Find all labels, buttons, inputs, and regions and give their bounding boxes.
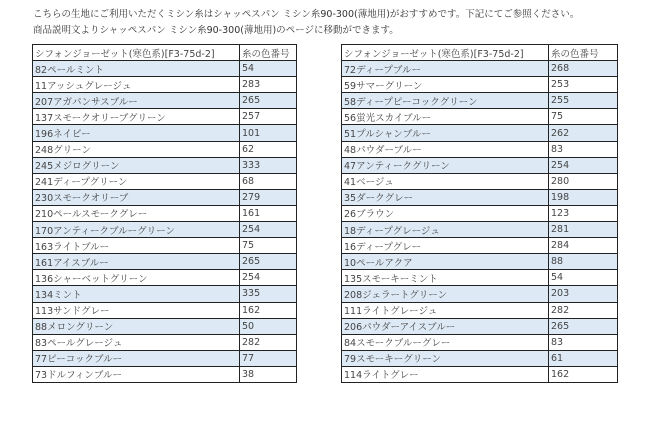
fabric-color: 26ブラウン	[342, 205, 549, 221]
fabric-color: 196ネイビー	[33, 125, 240, 141]
header-thread-number: 糸の色番号	[549, 45, 618, 61]
table-row	[342, 254, 618, 270]
header-fabric: シフォンジョーゼット(寒色系)[F3-75d-2]	[33, 45, 240, 61]
fabric-color: 248グリーン	[33, 141, 240, 157]
thread-number: 268	[549, 61, 618, 77]
table-row	[33, 61, 297, 77]
table-row	[342, 238, 618, 254]
thread-number: 88	[549, 254, 618, 270]
thread-number: 75	[549, 109, 618, 125]
table-row	[342, 318, 618, 334]
thread-number: 203	[549, 286, 618, 302]
thread-number: 162	[240, 302, 297, 318]
fabric-color: 84スモークブルーグレー	[342, 334, 549, 350]
table-row	[342, 302, 618, 318]
thread-number: 335	[240, 286, 297, 302]
table-row	[33, 205, 297, 221]
table-row	[33, 238, 297, 254]
table-row	[33, 141, 297, 157]
thread-number: 262	[549, 125, 618, 141]
fabric-color: 35ダークグレー	[342, 189, 549, 205]
table-row	[342, 222, 618, 238]
thread-number: 83	[549, 334, 618, 350]
fabric-color: 111ライトグレージュ	[342, 302, 549, 318]
thread-number: 162	[549, 366, 618, 382]
table-row	[342, 189, 618, 205]
table-row	[342, 141, 618, 157]
thread-number: 61	[549, 350, 618, 366]
table-row	[33, 93, 297, 109]
table-row	[342, 93, 618, 109]
table-row	[33, 270, 297, 286]
table-row	[342, 125, 618, 141]
table-row	[342, 205, 618, 221]
fabric-color: 56蛍光スカイブルー	[342, 109, 549, 125]
table-row	[342, 350, 618, 366]
thread-number: 281	[549, 222, 618, 238]
fabric-color: 79スモーキーグリーン	[342, 350, 549, 366]
fabric-color: 77ピーコックブルー	[33, 350, 240, 366]
fabric-color: 83ペールグレージュ	[33, 334, 240, 350]
fabric-color: 136シャーベットグリーン	[33, 270, 240, 286]
table-header-row	[33, 45, 297, 61]
fabric-color: 210ペールスモークグレー	[33, 205, 240, 221]
intro-text	[33, 7, 579, 39]
thread-number: 283	[240, 77, 297, 93]
fabric-color: 170アンティークブルーグリーン	[33, 222, 240, 238]
fabric-color: 134ミント	[33, 286, 240, 302]
intro-line: 商品説明文よりシャッペスパン ミシン糸90-300(薄地用)のページに移動ができます。	[33, 25, 399, 36]
table-header-row	[342, 45, 618, 61]
thread-number: 265	[240, 93, 297, 109]
table-row	[33, 222, 297, 238]
table-row	[342, 109, 618, 125]
thread-number: 280	[549, 173, 618, 189]
fabric-color: 163ライトブルー	[33, 238, 240, 254]
fabric-color: 137スモークオリーブグリーン	[33, 109, 240, 125]
table-row	[33, 109, 297, 125]
fabric-color: 245メジログリーン	[33, 157, 240, 173]
table-row	[33, 157, 297, 173]
fabric-color: 11アッシュグレージュ	[33, 77, 240, 93]
thread-number: 62	[240, 141, 297, 157]
intro-line: こちらの生地にご利用いただくミシン糸はシャッペスパン ミシン糸90-300(薄地用)がおすすめです。下記にてご参照ください。	[33, 9, 580, 20]
fabric-color: 48パウダーブルー	[342, 141, 549, 157]
table-row	[342, 334, 618, 350]
fabric-color: 208ジェラートグリーン	[342, 286, 549, 302]
fabric-color: 114ライトグレー	[342, 366, 549, 382]
thread-color-table-right	[341, 44, 618, 383]
table-row	[33, 254, 297, 270]
table-row	[33, 350, 297, 366]
table-row	[342, 286, 618, 302]
table-row	[342, 61, 618, 77]
thread-number: 279	[240, 189, 297, 205]
table-row	[342, 157, 618, 173]
table-row	[342, 77, 618, 93]
table-row	[33, 125, 297, 141]
thread-number: 284	[549, 238, 618, 254]
fabric-color: 82ペールミント	[33, 61, 240, 77]
fabric-color: 135スモーキーミント	[342, 270, 549, 286]
fabric-color: 72ディープブルー	[342, 61, 549, 77]
fabric-color: 41ベージュ	[342, 173, 549, 189]
table-row	[33, 286, 297, 302]
fabric-color: 241ディープグリーン	[33, 173, 240, 189]
table-row	[342, 173, 618, 189]
fabric-color: 161アイスブルー	[33, 254, 240, 270]
header-thread-number: 糸の色番号	[240, 45, 297, 61]
thread-number: 282	[549, 302, 618, 318]
table-row	[33, 77, 297, 93]
fabric-color: 207アガパンサスブルー	[33, 93, 240, 109]
fabric-color: 88メロングリーン	[33, 318, 240, 334]
thread-number: 257	[240, 109, 297, 125]
fabric-color: 230スモークオリーブ	[33, 189, 240, 205]
table-row	[342, 270, 618, 286]
fabric-color: 47アンティークグリーン	[342, 157, 549, 173]
fabric-color: 113サンドグレー	[33, 302, 240, 318]
thread-number: 333	[240, 157, 297, 173]
thread-number: 38	[240, 366, 297, 382]
table-row	[33, 334, 297, 350]
thread-number: 254	[240, 222, 297, 238]
thread-number: 265	[240, 254, 297, 270]
fabric-color: 206パウダーアイスブルー	[342, 318, 549, 334]
thread-number: 68	[240, 173, 297, 189]
thread-number: 123	[549, 205, 618, 221]
table-row	[33, 302, 297, 318]
thread-number: 282	[240, 334, 297, 350]
thread-number: 83	[549, 141, 618, 157]
table-row	[33, 189, 297, 205]
thread-number: 254	[240, 270, 297, 286]
thread-number: 54	[549, 270, 618, 286]
fabric-color: 58ディープピーコックグリーン	[342, 93, 549, 109]
header-fabric: シフォンジョーゼット(寒色系)[F3-75d-2]	[342, 45, 549, 61]
fabric-color: 16ディープグレー	[342, 238, 549, 254]
fabric-color: 73ドルフィンブルー	[33, 366, 240, 382]
thread-number: 50	[240, 318, 297, 334]
fabric-color: 59サマーグリーン	[342, 77, 549, 93]
table-row	[33, 173, 297, 189]
table-row	[33, 318, 297, 334]
table-row	[33, 366, 297, 382]
fabric-color: 51プルシャンブルー	[342, 125, 549, 141]
thread-number: 101	[240, 125, 297, 141]
fabric-color: 18ディープグレージュ	[342, 222, 549, 238]
thread-number: 161	[240, 205, 297, 221]
thread-number: 77	[240, 350, 297, 366]
thread-number: 255	[549, 93, 618, 109]
thread-number: 54	[240, 61, 297, 77]
thread-number: 75	[240, 238, 297, 254]
thread-number: 198	[549, 189, 618, 205]
thread-color-table-left	[32, 44, 297, 383]
thread-number: 254	[549, 157, 618, 173]
fabric-color: 10ペールアクア	[342, 254, 549, 270]
table-row	[342, 366, 618, 382]
thread-number: 253	[549, 77, 618, 93]
thread-number: 265	[549, 318, 618, 334]
